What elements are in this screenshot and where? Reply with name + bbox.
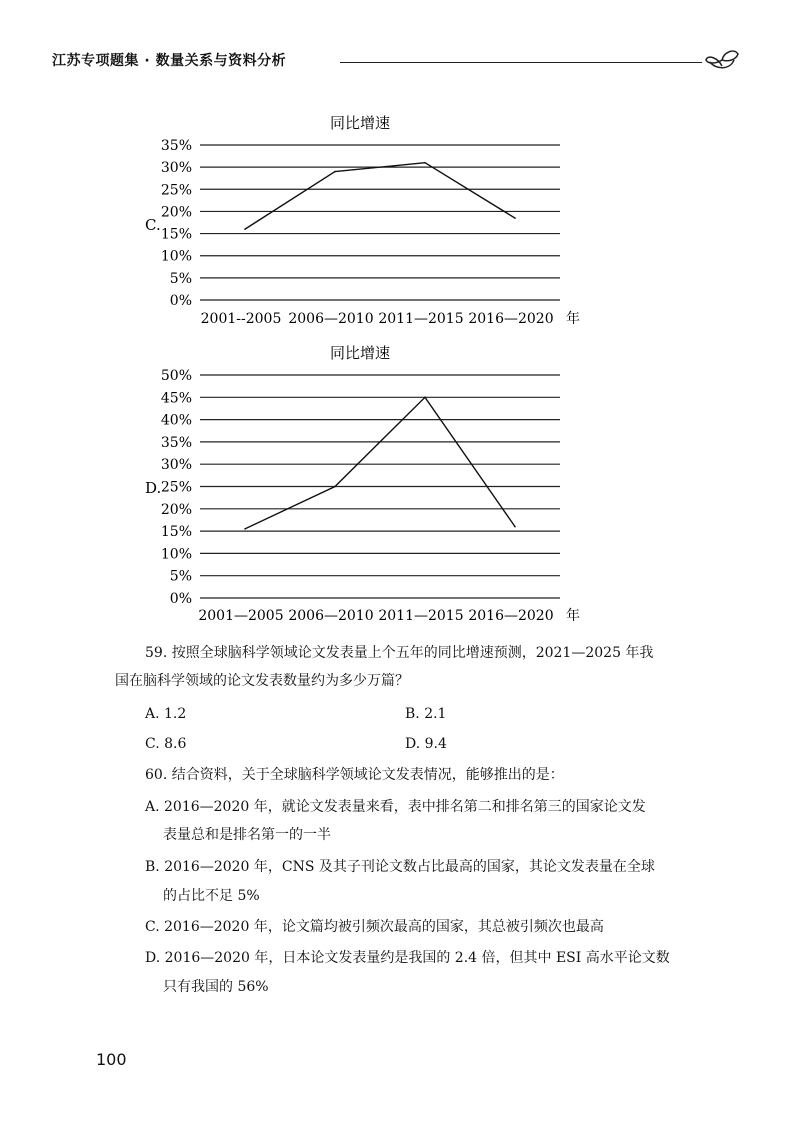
x-tick-label: 2001—2005 <box>198 608 284 624</box>
x-tick-label: 2001--2005 <box>200 311 282 327</box>
data-point <box>334 171 336 173</box>
y-tick-label: 50% <box>160 368 192 384</box>
x-tick-label: 2011—2015 <box>378 608 464 624</box>
q59-option-a[interactable]: A. 1.2 <box>145 706 187 722</box>
y-tick-label: 30% <box>160 457 192 474</box>
q60-option-b-cont: 的占比不足 5% <box>163 888 260 904</box>
x-tick-label: 2016—2020 <box>468 311 554 327</box>
page-header <box>52 44 732 74</box>
q59-option-b[interactable]: B. 2.1 <box>405 706 447 722</box>
x-tick-label: 2006—2010 <box>288 311 374 327</box>
y-tick-label: 15% <box>160 524 192 541</box>
y-tick-label: 40% <box>160 412 192 429</box>
header-title: 江苏专项题集 · 数量关系与资料分析 <box>52 53 287 69</box>
y-tick-label: 10% <box>160 546 192 563</box>
data-point <box>424 162 426 164</box>
page-number: 100 <box>96 1050 127 1069</box>
y-tick-label: 0% <box>169 591 192 607</box>
y-tick-label: 20% <box>160 204 192 221</box>
x-tick-label: 2016—2020 <box>468 608 554 624</box>
data-point <box>334 486 336 488</box>
header-rule <box>340 62 702 63</box>
x-axis-unit: 年 <box>566 311 580 327</box>
x-tick-label: 2011—2015 <box>378 311 464 327</box>
chart-title: 同比增速 <box>329 114 391 132</box>
x-tick-label: 2006—2010 <box>288 608 374 624</box>
y-tick-label: 20% <box>160 501 192 518</box>
y-tick-label: 10% <box>160 248 192 265</box>
y-tick-label: 35% <box>160 138 192 154</box>
sprout-icon <box>702 40 742 76</box>
data-point <box>514 217 516 219</box>
y-tick-label: 35% <box>160 434 192 451</box>
data-point <box>424 397 426 399</box>
data-point <box>244 228 246 230</box>
y-tick-label: 0% <box>169 293 192 309</box>
y-tick-label: 45% <box>160 390 192 407</box>
y-tick-label: 25% <box>160 479 192 496</box>
q59-stem-line2: 国在脑科学领域的论文发表数量约为多少万篇？ <box>115 673 409 689</box>
q59-stem-line1: 59. 按照全球脑科学领域论文发表量上个五年的同比增速预测，2021—2025 年我 <box>145 645 654 661</box>
data-point <box>514 526 516 528</box>
q60-option-d-cont: 只有我国的 56% <box>163 979 269 995</box>
y-tick-label: 15% <box>160 226 192 243</box>
chart-c <box>0 110 800 340</box>
chart-title: 同比增速 <box>329 344 391 362</box>
q60-option-a-cont: 表量总和是排名第一的一半 <box>163 827 331 843</box>
data-point <box>244 528 246 530</box>
q60-stem: 60. 结合资料，关于全球脑科学领域论文发表情况，能够推出的是： <box>145 767 564 783</box>
q59-option-c[interactable]: C. 8.6 <box>145 736 187 752</box>
q60-option-a[interactable]: A. 2016—2020 年，就论文发表量来看，表中排名第二和排名第三的国家论文发 <box>145 799 646 815</box>
chart-d <box>0 340 800 625</box>
q60-option-b[interactable]: B. 2016—2020 年，CNS 及其子刊论文数占比最高的国家，其论文发表量在全球 <box>145 859 655 875</box>
x-axis-unit: 年 <box>566 608 580 624</box>
q60-option-c[interactable]: C. 2016—2020 年，论文篇均被引频次最高的国家，其总被引频次也最高 <box>145 919 604 935</box>
option-label: D. <box>145 479 162 497</box>
y-tick-label: 30% <box>160 160 192 177</box>
q59-option-d[interactable]: D. 9.4 <box>405 736 447 752</box>
y-tick-label: 25% <box>160 182 192 199</box>
q60-option-d[interactable]: D. 2016—2020 年，日本论文发表量约是我国的 2.4 倍，但其中 ESI 高水平论文数 <box>145 950 670 966</box>
y-tick-label: 5% <box>169 270 192 287</box>
option-label: C. <box>145 216 161 234</box>
series-line <box>245 163 515 229</box>
y-tick-label: 5% <box>169 568 192 585</box>
